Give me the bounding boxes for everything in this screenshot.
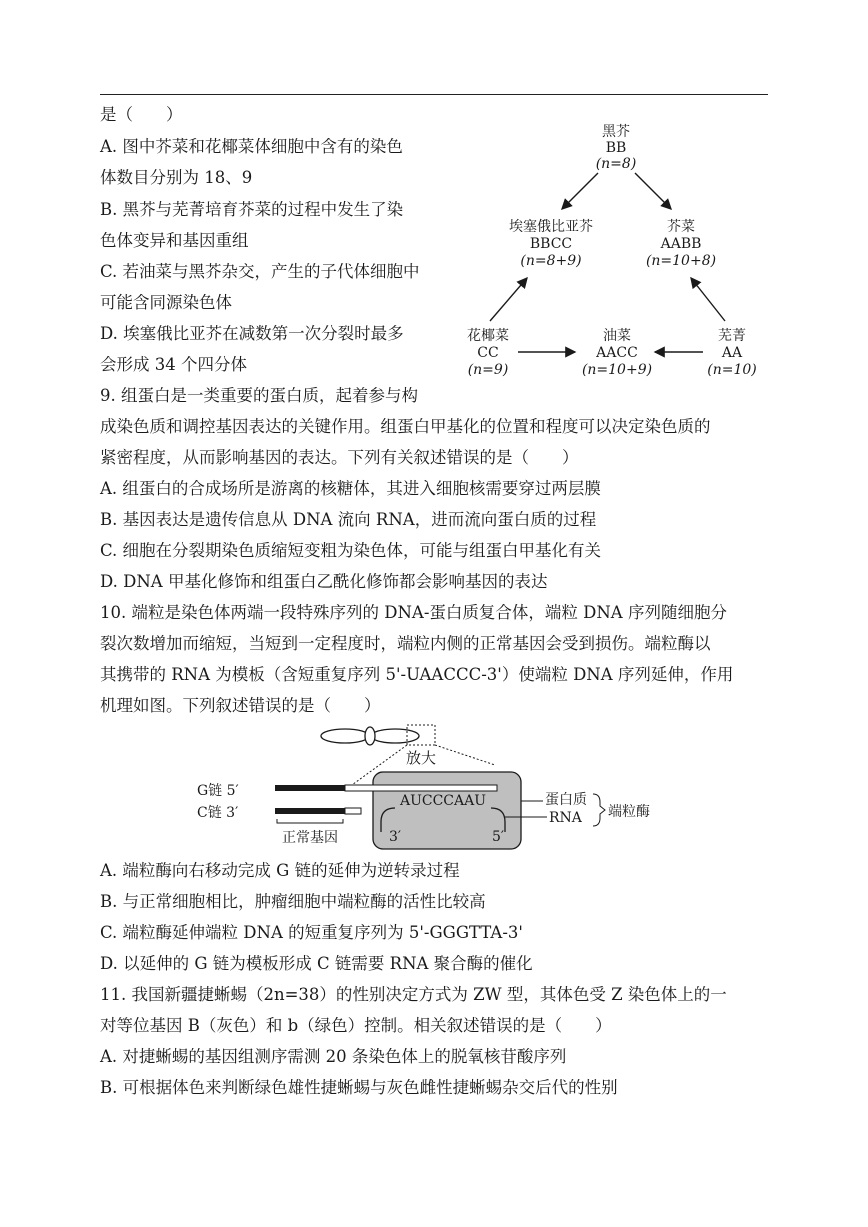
jiecai-genome: AABB [660,236,702,252]
rna-3-end: 3′ [389,829,402,845]
wujing-n: (n=10) [707,362,757,378]
huayecai-n: (n=9) [467,362,509,378]
jiecai-n: (n=10+8) [645,253,717,269]
q9-option-b: B. 基因表达是遗传信息从 DNA 流向 RNA，进而流向蛋白质的过程 [100,510,597,529]
header-rule [100,94,768,95]
heijie-name: 黑芥 [602,124,630,140]
q9-option-a: A. 组蛋白的合成场所是游离的核糖体，其进入细胞核需要穿过两层膜 [100,479,601,498]
q9-stem-line3: 紧密程度，从而影响基因的表达。下列有关叙述错误的是（ ） [100,448,579,467]
q9-stem-line2: 成染色质和调控基因表达的关键作用。组蛋白甲基化的位置和程度可以决定染色质的 [100,417,711,436]
q10-option-d: D. 以延伸的 G 链为模板形成 C 链需要 RNA 聚合酶的催化 [100,954,533,973]
q8-option-c-line2: 可能含同源染色体 [100,293,232,312]
q9-option-c: C. 细胞在分裂期染色质缩短变粗为染色体，可能与组蛋白甲基化有关 [100,541,602,560]
telomerase-figure [195,722,675,852]
g-chain-normal [275,785,345,791]
aisai-genome: BBCC [529,236,573,252]
g-chain-telomere [345,785,497,791]
rna-5-end: 5′ [492,829,505,845]
q10-stem-line3: 其携带的 RNA 为模板（含短重复序列 5'-UAACCC-3'）使端粒 DNA 序列延伸，作用 [100,665,734,684]
chromosome-icon [321,727,419,745]
rna-label: RNA [549,810,582,826]
q10-option-c: C. 端粒酶延伸端粒 DNA 的短重复序列为 5'-GGGTTA-3' [100,923,523,942]
arrow-wujing-jiecai [691,278,725,321]
protein-label: 蛋白质 [545,792,587,808]
q11-stem-line1: 11. 我国新疆捷蜥蜴（2n=38）的性别决定方式为 ZW 型，其体色受 Z 染色体上的一 [100,985,727,1004]
q10-option-a: A. 端粒酶向右移动完成 G 链的延伸为逆转录过程 [100,861,460,880]
arrow-huayecai-aisai [490,278,527,321]
heijie-genome: BB [605,140,627,156]
q10-stem-line4: 机理如图。下列叙述错误的是（ ） [100,696,381,715]
q8-stem-tail: 是（ ） [100,105,183,124]
wujing-name: 芜菁 [718,328,746,344]
q11-option-b: B. 可根据体色来判断绿色雄性捷蜥蜴与灰色雌性捷蜥蜴杂交后代的性别 [100,1078,618,1097]
c-chain-telomere [345,808,361,814]
q8-option-a-line2: 体数目分别为 18、9 [100,168,253,187]
huayecai-genome: CC [477,345,499,361]
jiecai-name: 芥菜 [667,219,695,235]
q8-option-b-line2: 色体变异和基因重组 [100,231,249,250]
q9-option-d: D. DNA 甲基化修饰和组蛋白乙酰化修饰都会影响基因的表达 [100,572,548,591]
aisai-n: (n=8+9) [520,253,582,269]
normal-gene-label: 正常基因 [282,830,338,846]
q8-option-b-line1: B. 黑芥与芜菁培育芥菜的过程中发生了染 [100,200,404,219]
q11-option-a: A. 对捷蜥蜴的基因组测序需测 20 条染色体上的脱氧核苷酸序列 [100,1047,567,1066]
q9-stem-line1: 9. 组蛋白是一类重要的蛋白质，起着参与构 [100,386,418,405]
rna-sequence: AUCCCAAU [399,793,487,809]
brassica-triangle-figure [455,118,785,386]
q10-stem-line2: 裂次数增加而缩短，当短到一定程度时，端粒内侧的正常基因会受到损伤。端粒酶以 [100,634,711,653]
q10-stem-line1: 10. 端粒是染色体两端一段特殊序列的 DNA-蛋白质复合体，端粒 DNA 序列随细胞分 [100,603,727,622]
heijie-n: (n=8) [595,156,637,172]
c-chain-label: C链 3′ [197,805,239,821]
fangda-label: 放大 [405,749,437,767]
wujing-genome: AA [721,345,743,361]
youcai-genome: AACC [596,345,638,361]
q8-option-a-line1: A. 图中芥菜和花椰菜体细胞中含有的染色 [100,137,403,156]
q8-option-c-line1: C. 若油菜与黑芥杂交，产生的子代体细胞中 [100,262,420,281]
zoom-box [407,725,435,745]
arrow-heijie-aisai [562,173,598,209]
q10-option-b: B. 与正常细胞相比，肿瘤细胞中端粒酶的活性比较高 [100,892,486,911]
q8-option-d-line2: 会形成 34 个四分体 [100,355,247,374]
huayecai-name: 花椰菜 [467,328,509,344]
aisai-name: 埃塞俄比亚芥 [509,219,593,235]
q8-option-d-line1: D. 埃塞俄比亚芥在减数第一次分裂时最多 [100,324,404,343]
arrow-heijie-jiecai [635,173,671,209]
telomerase-label: 端粒酶 [608,804,650,820]
c-chain-normal [275,808,345,814]
youcai-name: 油菜 [603,328,631,344]
youcai-n: (n=10+9) [581,362,653,378]
g-chain-label: G链 5′ [197,783,239,799]
q11-stem-line2: 对等位基因 B（灰色）和 b（绿色）控制。相关叙述错误的是（ ） [100,1016,612,1035]
